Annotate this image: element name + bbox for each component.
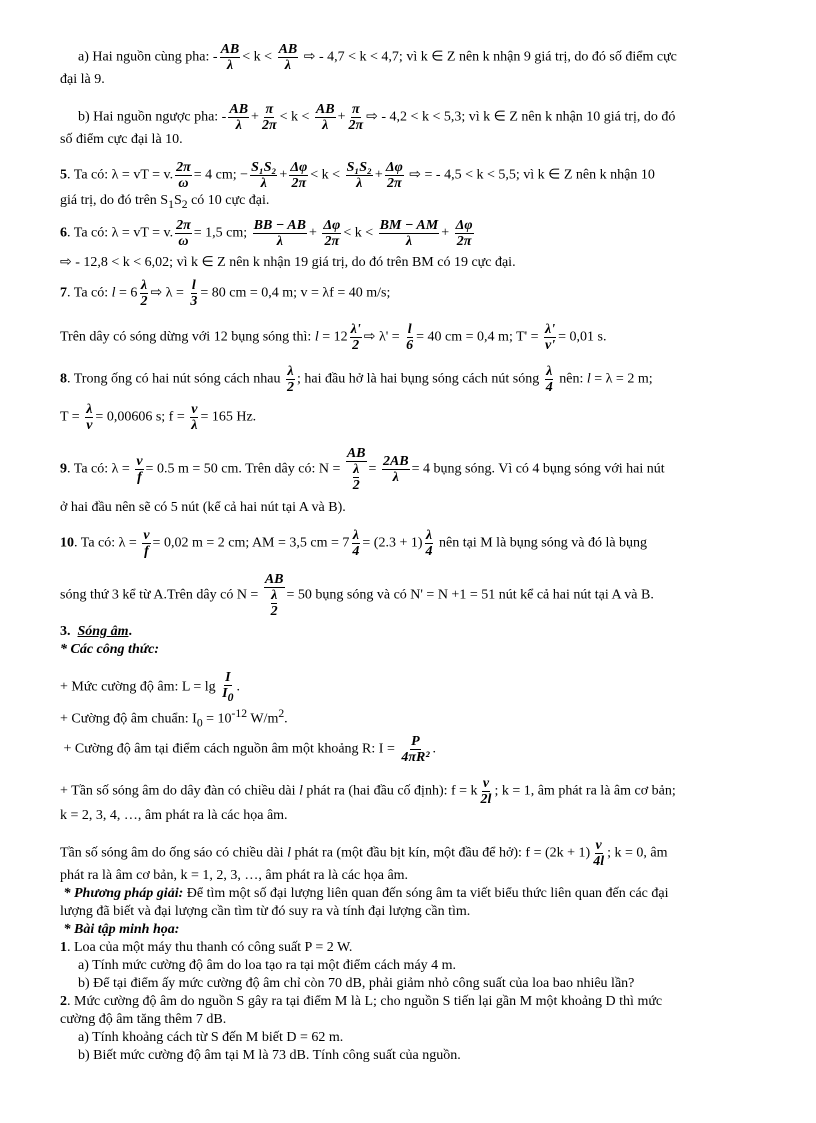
text-line: a) Tính mức cường độ âm do loa tạo ra tại một điểm cách máy 4 m. [78,958,457,973]
text-line: số điểm cực đại là 10. [60,132,183,147]
text-line: 9. Ta có: λ = $\frac{v}{f}$ = 0.5 m = 50 cm. Trên dây có: N = AB λ 2 = $\frac{2AB}{\lambda}$ = 4 bụng sóng. Vì có 4 bụng sóng với hai nút [60,446,665,493]
subsection-title: * Bài tập minh họa: [63,922,180,937]
text-line: lượng đã biết và đại lượng cần tìm từ đó suy ra và tính đại lượng cần tìm. [60,904,471,919]
text-line: 10. Ta có: λ = $\frac{v}{f}$ = 0,02 m = 2 cm; AM = 3,5 cm = 7 $\frac{\lambda}{4}$ = (2.3 + 1) $\frac{\lambda}{4}$ nên tại M là bụng sóng và đó là bụng [60,528,648,559]
text-line: sóng thứ 3 kể từ A.Trên dây có N = AB λ 2 = 50 bụng sóng và có N' = N +1 = 51 nút kể cả hai nút tại A và B. [60,572,654,619]
text-line: cường độ âm tăng thêm 7 dB. [60,1012,227,1027]
text-line: Trên dây có sóng dừng với 12 bụng sóng thì: l = 12 $\frac{\lambda'}{2}$ ⇨ λ' = $\frac{l}{6}$ = 40 cm = 0,4 m; T' = $\frac{\lambda'}{v'}$ = 0,01 s. [60,322,607,353]
text-line: phát ra là âm cơ bản, k = 1, 2, 3, …, âm phát ra là các họa âm. [60,868,409,883]
text-line: 6. Ta có: λ = vT = v. $\frac{2\pi}{\omega}$ = 1,5 cm; $\frac{BB - AB}{\lambda}$ + $\frac{\Delta\varphi}{2\pi}$ < k < $\frac{BM - AM}{\lambda}$ + $\frac{\Delta\varphi}{2\pi}$ [60,218,473,249]
text-line: a) Hai nguồn cùng pha: - $\frac{AB}{\lambda}$ < k < $\frac{AB}{\lambda}$ ⇨ - 4,7 < k < 4,7; vì k ∈ Z nên k nhận 9 giá trị, do đó số điểm cực [78,42,677,73]
text-line: + Cường độ âm tại điểm cách nguồn âm một khoảng R: I = $\frac{P}{\text{4πR²}}$ . [60,734,437,765]
text-line: 8. Trong ống có hai nút sóng cách nhau $\frac{\lambda}{2}$ ; hai đầu hở là hai bụng sóng cách nút sóng $\frac{\lambda}{4}$ nên: l = λ = 2 m; [60,364,653,395]
text-line: đại là 9. [60,72,105,87]
subsection-title: * Các công thức: [60,642,159,657]
text-line: + Mức cường độ âm: L = lg $\frac{I}{I_0}$ . [60,670,240,704]
text-line: ⇨ - 12,8 < k < 6,02; vì k ∈ Z nên k nhận 19 giá trị, do đó trên BM có 19 cực đại. [60,255,516,270]
text-line: b) Để tại điểm ấy mức cường độ âm chỉ còn 70 dB, phải giảm nhỏ công suất của loa bao nhiêu lần? [78,976,635,991]
text-line: Tần số sóng âm do ống sáo có chiều dài l phát ra (một đầu bịt kín, một đầu để hở): f = (2k + 1) $\frac{v}{4l}$ ; k = 0, âm [60,838,668,869]
text-line: + Cường độ âm chuẩn: $I_0 = 10^{-12}$ $W/m^2$. [60,707,288,730]
text-line: 1. Loa của một máy thu thanh có công suất P = 2 W. [60,940,353,955]
text-line: 5. Ta có: λ = vT = v. $\frac{2\pi}{\omega}$ = 4 cm; − $\frac{\text{S₁S₂}}{\lambda}$ + $\frac{\Delta\varphi}{2\pi}$ < k < $\frac{\text{S₁S₂}}{\lambda}$ + $\frac{\Delta\varphi}{2\pi}$ ⇨ = - 4,5 < k < 5,5; vì k ∈ Z nên k nhận 10 [60,160,655,191]
text-line: + Tần số sóng âm do dây đàn có chiều dài l phát ra (hai đầu cố định): f = k $\frac{v}{2l}$ ; k = 1, âm phát ra là âm cơ bản; [60,776,676,807]
text-line: ở hai đầu nên sẽ có 5 nút (kể cả hai nút tại A và B). [60,500,346,515]
text-line: 2. Mức cường độ âm do nguồn S gây ra tại điểm M là L; cho nguồn S tiến lại gần M một khoảng D thì mức [60,994,663,1009]
text-line: b) Hai nguồn ngược pha: - $\frac{AB}{\lambda}$ + $\frac{\pi}{2\pi}$ < k < $\frac{AB}{\lambda}$ + $\frac{\pi}{2\pi}$ ⇨ - 4,2 < k < 5,3; vì k ∈ Z nên k nhận 10 giá trị, do đó [78,102,676,133]
section-title: 3. Sóng âm. [60,624,132,639]
text-line: k = 2, 3, 4, …, âm phát ra là các họa âm. [60,808,288,823]
text-line: b) Biết mức cường độ âm tại M là 73 dB. Tính công suất của nguồn. [78,1048,461,1063]
text-line: 7. Ta có: l = 6 $\frac{\lambda}{2}$ ⇨ λ = $\frac{l}{3}$ = 80 cm = 0,4 m; v = λf = 40 m/s; [60,278,391,309]
text-line: giá trị, do đó trên $S_1S_2$ có 10 cực đại. [60,193,270,211]
text-line: T = $\frac{\lambda}{v}$ = 0,00606 s; f = $\frac{v}{\lambda}$ = 165 Hz. [60,402,257,433]
text-line: a) Tính khoảng cách từ S đến M biết D = 62 m. [78,1030,344,1045]
text-line: * Phương pháp giải: Để tìm một số đại lượng liên quan đến sóng âm ta viết biểu thức liên quan đến các đại [63,886,669,901]
